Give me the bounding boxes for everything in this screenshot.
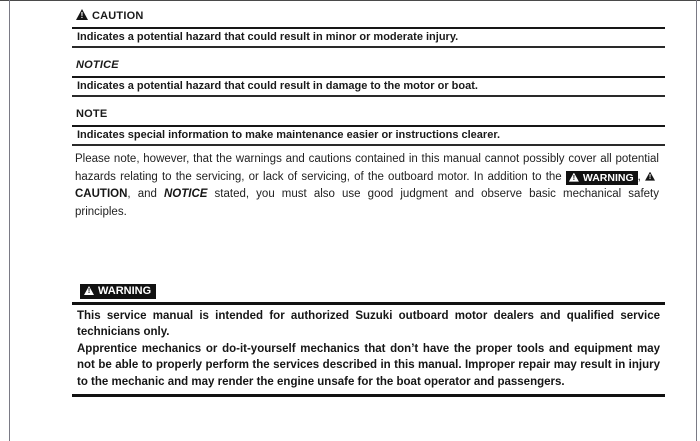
warning-badge-label: WARNING <box>98 285 152 297</box>
intro-text-4: stated, you must also use good judgment and observe basic mechanical safety principles. <box>75 188 659 218</box>
intro-text-3: , and <box>127 188 164 201</box>
page-border-left <box>9 0 10 441</box>
warning-triangle-icon <box>645 172 655 181</box>
note-description: Indicates special information to make maintenance easier or instructions clearer. <box>72 127 665 146</box>
inline-warning-badge-label: WARNING <box>582 171 634 184</box>
page-content <box>72 0 665 441</box>
caution-heading-label: CAUTION <box>92 10 144 22</box>
inline-notice-label: NOTICE <box>163 188 208 201</box>
warning-triangle-icon <box>76 9 88 20</box>
notice-description: Indicates a potential hazard that could result in damage to the motor or boat. <box>72 78 665 97</box>
caution-description: Indicates a potential hazard that could result in minor or moderate injury. <box>72 29 665 48</box>
warning-triangle-icon <box>84 286 94 295</box>
intro-paragraph <box>75 151 659 221</box>
notice-heading-label: NOTICE <box>76 59 119 71</box>
intro-text-1: Please note, however, that the warnings and cautions contained in this manual cannot possibly cover all potential hazards relating to the servicing, or lack of servicing, of the outboard motor. In addition to the <box>75 153 659 183</box>
warning-block <box>72 280 665 397</box>
warning-text <box>72 302 665 397</box>
note-heading-label: NOTE <box>76 108 108 120</box>
inline-caution-text: CAUTION <box>75 188 128 201</box>
notice-heading <box>72 60 665 78</box>
warning-triangle-icon <box>569 173 579 182</box>
safety-definitions <box>72 9 665 154</box>
page-border-right <box>696 0 697 441</box>
warning-paragraph-1: This service manual is intended for authorized Suzuki outboard motor dealers and qualified service technicians only. <box>77 310 660 339</box>
note-heading <box>72 109 665 127</box>
intro-text-2: , <box>637 170 646 183</box>
caution-heading <box>72 9 665 29</box>
caution-definition <box>72 9 665 48</box>
warning-paragraph-2: Apprentice mechanics or do-it-yourself mechanics that don’t have the proper tools and equipment may not be able to properly perform the services described in this manual. Improper repair may result in injury to the mechanic and may render the engine unsafe for the boat operator and passengers. <box>77 342 660 388</box>
note-definition <box>72 109 665 146</box>
inline-warning-badge <box>566 171 638 185</box>
warning-badge <box>80 284 156 299</box>
notice-definition <box>72 60 665 97</box>
